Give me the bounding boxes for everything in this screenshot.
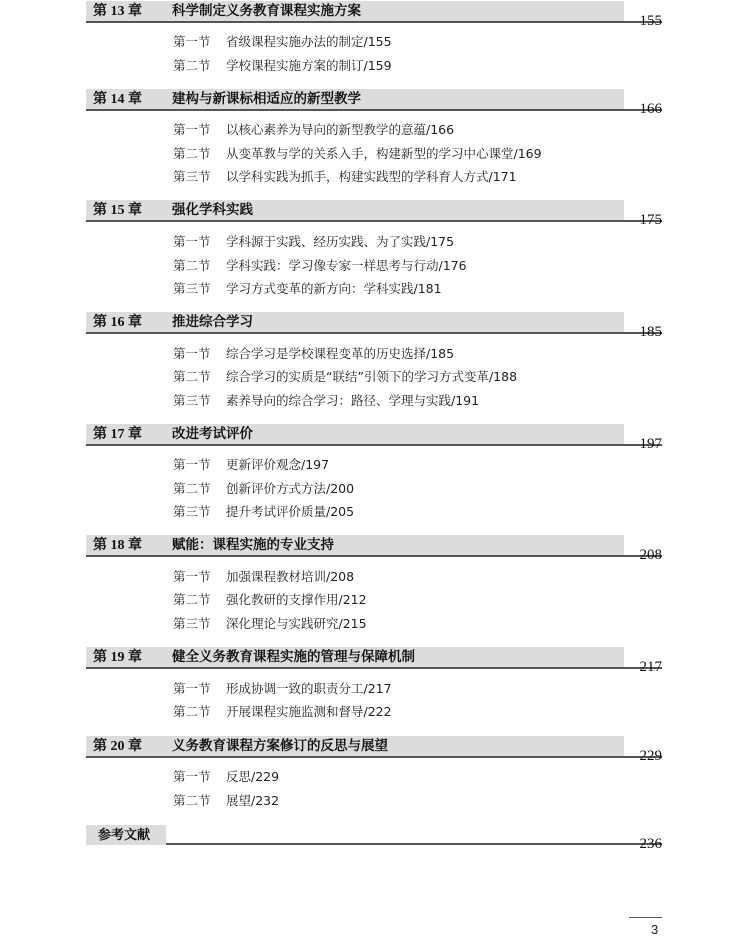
section-number: 第二节 [173,146,211,161]
chapter-title: 健全义务教育课程实施的管理与保障机制 [172,649,415,665]
chapter-page: 208 [639,547,662,563]
chapter-page: 197 [639,436,662,452]
section-number: 第一节 [173,569,211,584]
chapter-title: 建构与新课标相适应的新型教学 [172,91,361,107]
section-title: 以核心素养为导向的新型教学的意蕴/166 [226,122,455,137]
chapter-page: 217 [639,659,662,675]
references-page: 236 [639,836,662,852]
chapter-page: 166 [639,101,662,117]
section-title: 更新评价观念/197 [226,457,330,472]
section-title: 素养导向的综合学习：路径、学理与实践/191 [226,393,480,408]
section-number: 第一节 [173,34,211,49]
section-number: 第一节 [173,681,211,696]
section-number: 第一节 [173,122,211,137]
section-title: 展望/232 [226,793,280,808]
section-number: 第一节 [173,234,211,249]
chapter-20 [86,736,662,764]
chapter-page: 229 [639,748,662,764]
section-number: 第二节 [173,58,211,73]
chapter-page: 155 [639,13,662,29]
chapter-19 [86,647,662,675]
chapter-number: 第 16 章 [93,315,142,330]
references-rule [166,843,662,845]
section-number: 第一节 [173,769,211,784]
chapter-13 [86,1,662,29]
chapter-number: 第 20 章 [93,739,142,754]
section-title: 形成协调一致的职责分工/217 [226,681,392,696]
section-title: 省级课程实施办法的制定/155 [226,34,392,49]
chapter-18 [86,535,662,563]
chapter-title: 推进综合学习 [172,314,253,330]
section-number: 第三节 [173,281,211,296]
section-title: 以学科实践为抓手，构建实践型的学科育人方式/171 [226,169,517,184]
chapter-16 [86,312,662,340]
chapter-header-bar [86,424,624,446]
chapter-14 [86,89,662,117]
chapter-number: 第 18 章 [93,538,142,553]
chapter-title: 科学制定义务教育课程实施方案 [172,3,361,19]
section-title: 学科源于实践、经历实践、为了实践/175 [226,234,455,249]
chapter-17 [86,424,662,452]
chapter-title: 改进考试评价 [172,426,253,442]
section-number: 第二节 [173,258,211,273]
section-number: 第二节 [173,704,211,719]
chapter-page: 185 [639,324,662,340]
chapter-number: 第 14 章 [93,92,142,107]
section-number: 第一节 [173,457,211,472]
chapter-number: 第 19 章 [93,650,142,665]
chapter-header-bar [86,312,624,334]
section-number: 第三节 [173,616,211,631]
footer-rule [629,917,662,918]
section-title: 创新评价方式方法/200 [226,481,355,496]
section-number: 第二节 [173,793,211,808]
page-number: 3 [651,922,659,937]
chapter-title: 义务教育课程方案修订的反思与展望 [172,738,388,754]
section-title: 综合学习的实质是“联结”引领下的学习方式变革/188 [226,369,518,384]
chapter-number: 第 17 章 [93,427,142,442]
chapter-header-bar [86,200,624,222]
section-title: 强化教研的支撑作用/212 [226,592,367,607]
section-number: 第二节 [173,592,211,607]
section-number: 第二节 [173,481,211,496]
chapter-page: 175 [639,212,662,228]
section-number: 第三节 [173,504,211,519]
section-title: 学校课程实施方案的制订/159 [226,58,392,73]
section-title: 学习方式变革的新方向：学科实践/181 [226,281,442,296]
section-number: 第二节 [173,369,211,384]
chapter-title: 赋能：课程实施的专业支持 [172,537,334,553]
section-title: 开展课程实施监测和督导/222 [226,704,392,719]
chapter-number: 第 15 章 [93,203,142,218]
section-title: 深化理论与实践研究/215 [226,616,367,631]
section-number: 第一节 [173,346,211,361]
section-title: 加强课程教材培训/208 [226,569,355,584]
chapter-number: 第 13 章 [93,4,142,19]
references-header [86,825,166,845]
chapter-15 [86,200,662,228]
section-number: 第三节 [173,169,211,184]
section-number: 第三节 [173,393,211,408]
section-title: 综合学习是学校课程变革的历史选择/185 [226,346,455,361]
references-label: 参考文献 [98,828,151,843]
section-title: 反思/229 [226,769,280,784]
section-title: 提升考试评价质量/205 [226,504,355,519]
chapter-header-bar [86,535,624,557]
section-title: 从变革教与学的关系入手，构建新型的学习中心课堂/169 [226,146,542,161]
chapter-title: 强化学科实践 [172,202,253,218]
section-title: 学科实践：学习像专家一样思考与行动/176 [226,258,467,273]
